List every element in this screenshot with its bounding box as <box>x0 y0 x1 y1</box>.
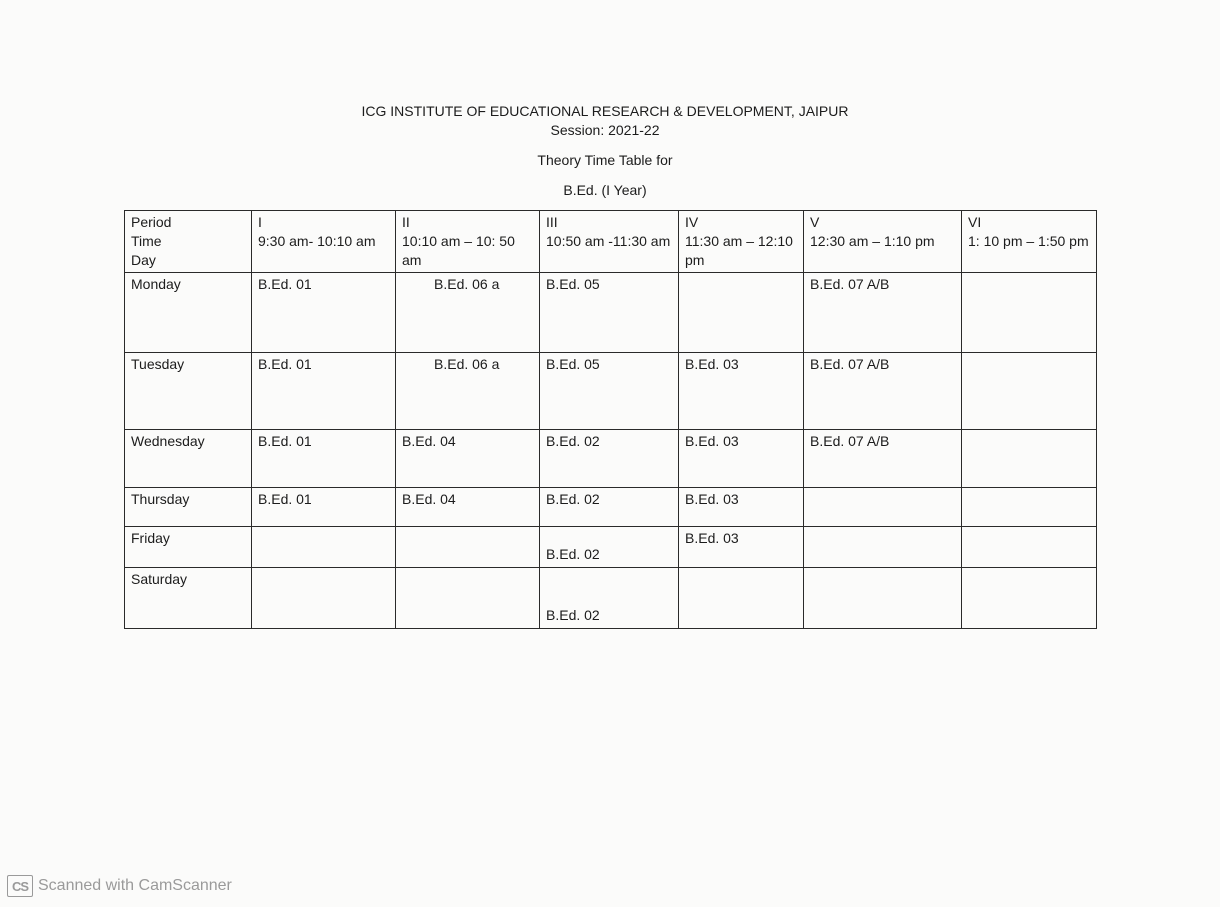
period-time: 1: 10 pm – 1:50 pm <box>968 233 1089 249</box>
class-cell <box>540 527 679 568</box>
day-cell: Saturday <box>125 568 252 629</box>
class-cell: B.Ed. 01 <box>252 430 396 488</box>
period-header <box>679 211 804 273</box>
day-cell: Wednesday <box>125 430 252 488</box>
camscanner-logo-icon: CS <box>7 875 33 897</box>
class-cell: B.Ed. 06 a <box>396 273 540 353</box>
period-time: 10:10 am – 10: 50 am <box>402 233 515 268</box>
program-label: B.Ed. (I Year) <box>563 182 647 198</box>
class-cell: B.Ed. 01 <box>252 488 396 527</box>
table-row <box>125 430 1097 488</box>
class-cell: B.Ed. 03 <box>679 527 804 568</box>
class-cell <box>962 527 1097 568</box>
header-row <box>125 211 1097 273</box>
class-cell <box>396 568 540 629</box>
class-cell: B.Ed. 03 <box>679 353 804 430</box>
class-cell <box>962 353 1097 430</box>
class-cell <box>962 273 1097 353</box>
class-cell <box>679 568 804 629</box>
table-row <box>125 273 1097 353</box>
scanner-watermark-text: Scanned with CamScanner <box>38 877 232 894</box>
period-header <box>962 211 1097 273</box>
class-cell <box>252 527 396 568</box>
day-cell: Friday <box>125 527 252 568</box>
class-cell <box>252 568 396 629</box>
timetable-title: Theory Time Table for <box>537 152 673 168</box>
class-cell: B.Ed. 01 <box>252 273 396 353</box>
class-label: B.Ed. 02 <box>546 546 600 562</box>
class-cell: B.Ed. 03 <box>679 430 804 488</box>
class-cell: B.Ed. 02 <box>540 488 679 527</box>
class-cell: B.Ed. 07 A/B <box>804 430 962 488</box>
day-cell: Thursday <box>125 488 252 527</box>
class-cell <box>962 488 1097 527</box>
period-time: 12:30 am – 1:10 pm <box>810 233 935 249</box>
class-cell: B.Ed. 02 <box>540 430 679 488</box>
class-cell: B.Ed. 03 <box>679 488 804 527</box>
period-header <box>540 211 679 273</box>
class-cell <box>540 568 679 629</box>
class-cell: B.Ed. 07 A/B <box>804 353 962 430</box>
period-time: 10:50 am -11:30 am <box>546 233 671 249</box>
period-number: III <box>546 214 558 230</box>
class-cell <box>804 527 962 568</box>
class-cell: B.Ed. 05 <box>540 353 679 430</box>
period-header <box>252 211 396 273</box>
timetable <box>124 210 1097 629</box>
institution-name: ICG INSTITUTE OF EDUCATIONAL RESEARCH & DEVELOPMENT, JAIPUR <box>361 103 849 119</box>
corner-period-label: Period <box>131 214 172 230</box>
session-label: Session: 2021-22 <box>550 122 660 138</box>
period-number: IV <box>685 214 699 230</box>
class-cell: B.Ed. 05 <box>540 273 679 353</box>
period-header <box>396 211 540 273</box>
period-number: V <box>810 214 820 230</box>
table-row <box>125 568 1097 629</box>
class-cell <box>962 568 1097 629</box>
period-header <box>804 211 962 273</box>
table-row <box>125 353 1097 430</box>
class-cell: B.Ed. 04 <box>396 488 540 527</box>
period-number: I <box>258 214 262 230</box>
class-cell <box>804 488 962 527</box>
class-cell <box>679 273 804 353</box>
period-number: II <box>402 214 410 230</box>
day-cell: Monday <box>125 273 252 353</box>
period-time: 11:30 am – 12:10 pm <box>685 233 793 268</box>
class-cell <box>804 568 962 629</box>
period-time: 9:30 am- 10:10 am <box>258 233 376 249</box>
class-cell: B.Ed. 04 <box>396 430 540 488</box>
class-cell: B.Ed. 06 a <box>396 353 540 430</box>
class-cell <box>396 527 540 568</box>
class-cell: B.Ed. 07 A/B <box>804 273 962 353</box>
corner-day-label: Day <box>131 252 156 268</box>
class-cell <box>962 430 1097 488</box>
table-row <box>125 488 1097 527</box>
corner-cell <box>125 211 252 273</box>
corner-time-label: Time <box>131 233 162 249</box>
period-number: VI <box>968 214 982 230</box>
class-label: B.Ed. 02 <box>546 607 600 623</box>
scanner-watermark <box>7 875 232 897</box>
day-cell: Tuesday <box>125 353 252 430</box>
class-cell: B.Ed. 01 <box>252 353 396 430</box>
table-row <box>125 527 1097 568</box>
